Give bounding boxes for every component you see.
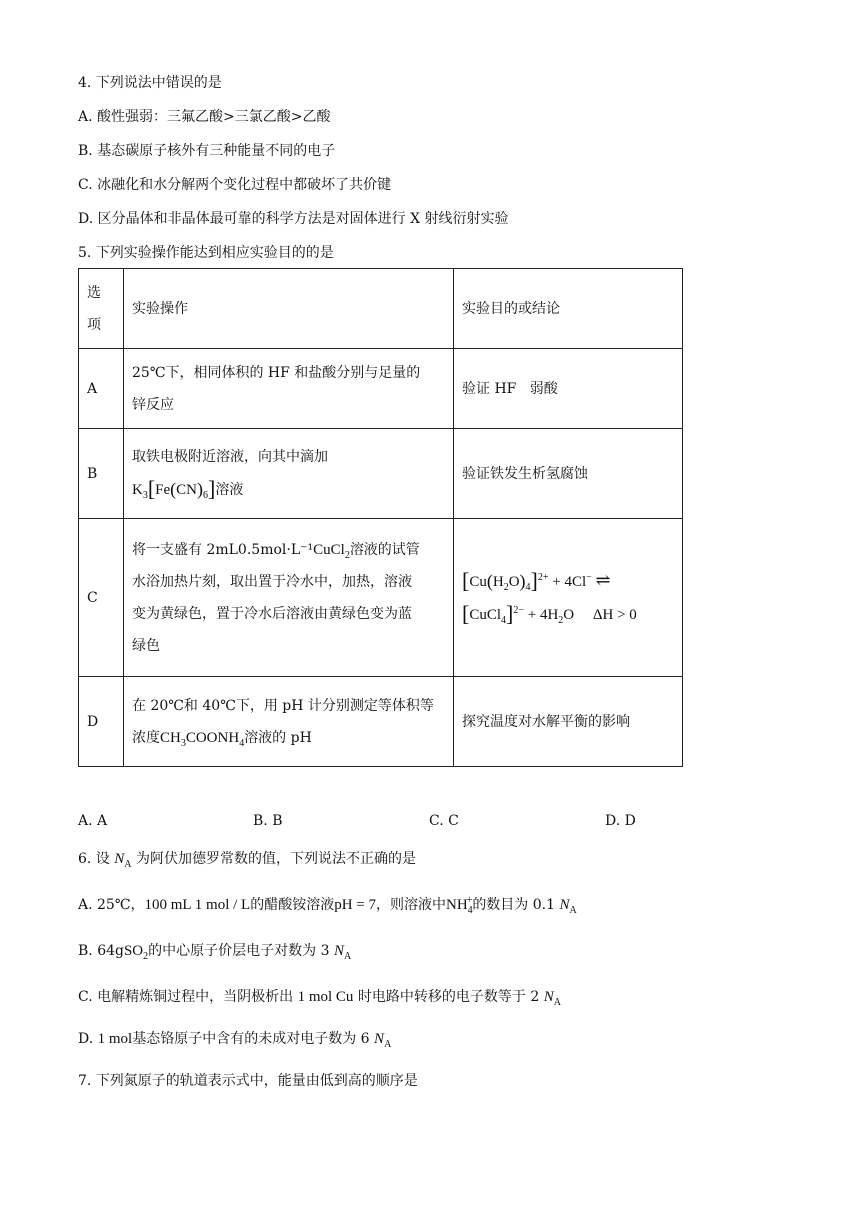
table-row [79,349,683,429]
row-c-op-line2: 水浴加热片刻，取出置于冷水中，加热，溶液 [132,573,412,590]
equilibrium-equation-line1: $[Cu(H_2O)_4]^{2+} + 4Cl^-$ ⇌ [462,568,611,593]
ammonium-acetate-formula: $CH_3COONH_4$ [160,729,245,749]
q6-option-a: A. 25℃，100 mL 1 mol / L的醋酸铵溶液pH = 7，则溶液中$NH_4^+$的数目为 0.1 $N_A$ [78,895,577,916]
row-a-op-line2: 锌反应 [132,396,174,413]
sulfur-dioxide-formula: $SO_2$ [123,943,149,962]
q5-choice-a: A. A [78,813,108,829]
q5-choice-d: D. D [605,813,636,829]
q4-option-a: A. 酸性强弱：三氟乙酸>三氯乙酸>乙酸 [78,109,331,125]
q6-option-c: C. 电解精炼铜过程中，当阴极析出 1 mol Cu 时电路中转移的电子数等于 2 $N_A$ [78,989,561,1008]
row-a-op-line1: 25℃下，相同体积的 HF 和盐酸分别与足量的 [132,364,421,381]
row-d-operation [124,677,454,767]
row-b-operation [124,429,454,519]
row-b-op-line2 [132,473,445,506]
row-a-operation [124,349,454,429]
header-operation: 实验操作 [124,269,454,349]
q6-option-b: B. 64gSO$_2$的中心原子价层电子对数为 3 $N_A$ [78,943,352,962]
row-c-goal [454,519,683,677]
avogadro-symbol: $N_A$ [374,1031,392,1050]
table-row [79,519,683,677]
row-c-op-line4: 绿色 [132,637,160,654]
q4-option-d: D. 区分晶体和非晶体最可靠的科学方法是对固体进行 X 射线衍射实验 [78,211,509,227]
table-row [79,429,683,519]
avogadro-symbol: $N_A$ [543,989,561,1008]
q5-choice-c: C. C [429,813,459,829]
row-d-op-line1: 在 20℃和 40℃下，用 pH 计分别测定等体积等 [132,697,434,714]
avogadro-symbol: $N_A$ [559,897,577,916]
table-header-row [79,269,683,349]
row-d-option: D [79,677,124,767]
q5-stem: 5. 下列实验操作能达到相应实验目的的是 [78,245,334,261]
row-c-option: C [79,519,124,677]
q4-stem: 4. 下列说法中错误的是 [78,75,222,91]
q6-stem: 6. 设 $N_A$ 为阿伏加德罗常数的值，下列说法不正确的是 [78,851,416,870]
row-d-op-line2: 浓度$CH_3COONH_4$溶液的 pH [132,729,312,749]
q4-option-c: C. 冰融化和水分解两个变化过程中都破坏了共价键 [78,177,392,193]
row-a-option: A [79,349,124,429]
q5-choice-b: B. B [253,813,283,829]
row-d-goal: 探究温度对水解平衡的影响 [454,677,683,767]
row-c-op-line3: 变为黄绿色，置于冷水后溶液由黄绿色变为蓝 [132,605,412,622]
q7-stem: 7. 下列氮原子的轨道表示式中，能量由低到高的顺序是 [78,1073,418,1089]
row-b-op-tail: 溶液 [215,482,244,498]
copper-chloride-formula: CuCl$_2$ [313,541,350,561]
avogadro-symbol: $N_A$ [333,943,352,962]
header-option-text: 选项 [87,284,101,333]
avogadro-symbol: $N_A$ [114,851,132,870]
row-b-goal: 验证铁发生析氢腐蚀 [454,429,683,519]
row-b-op-line1: 取铁电极附近溶液，向其中滴加 [132,449,328,465]
header-option [79,269,124,349]
potassium-ferricyanide-formula: $K_3[Fe(CN)_6]$ [132,476,216,501]
experiment-table [78,268,683,767]
equilibrium-equation-line2: [CuCl$_4$]$^{2-}$ + $4H_2O$ ΔH > 0 [462,601,637,626]
q4-option-b: B. 基态碳原子核外有三种能量不同的电子 [78,143,336,159]
ammonium-ion-formula: $NH_4^+$ [446,895,473,916]
row-b-option: B [79,429,124,519]
row-c-op-line1: 将一支盛有 2mL0.5mol·L⁻¹CuCl$_2$溶液的试管 [132,541,420,561]
table-row [79,677,683,767]
row-c-operation [124,519,454,677]
row-a-goal: 验证 HF 弱酸 [454,349,683,429]
q6-option-d: D. 1 mol基态铬原子中含有的未成对电子数为 6 $N_A$ [78,1031,392,1050]
header-goal: 实验目的或结论 [454,269,683,349]
